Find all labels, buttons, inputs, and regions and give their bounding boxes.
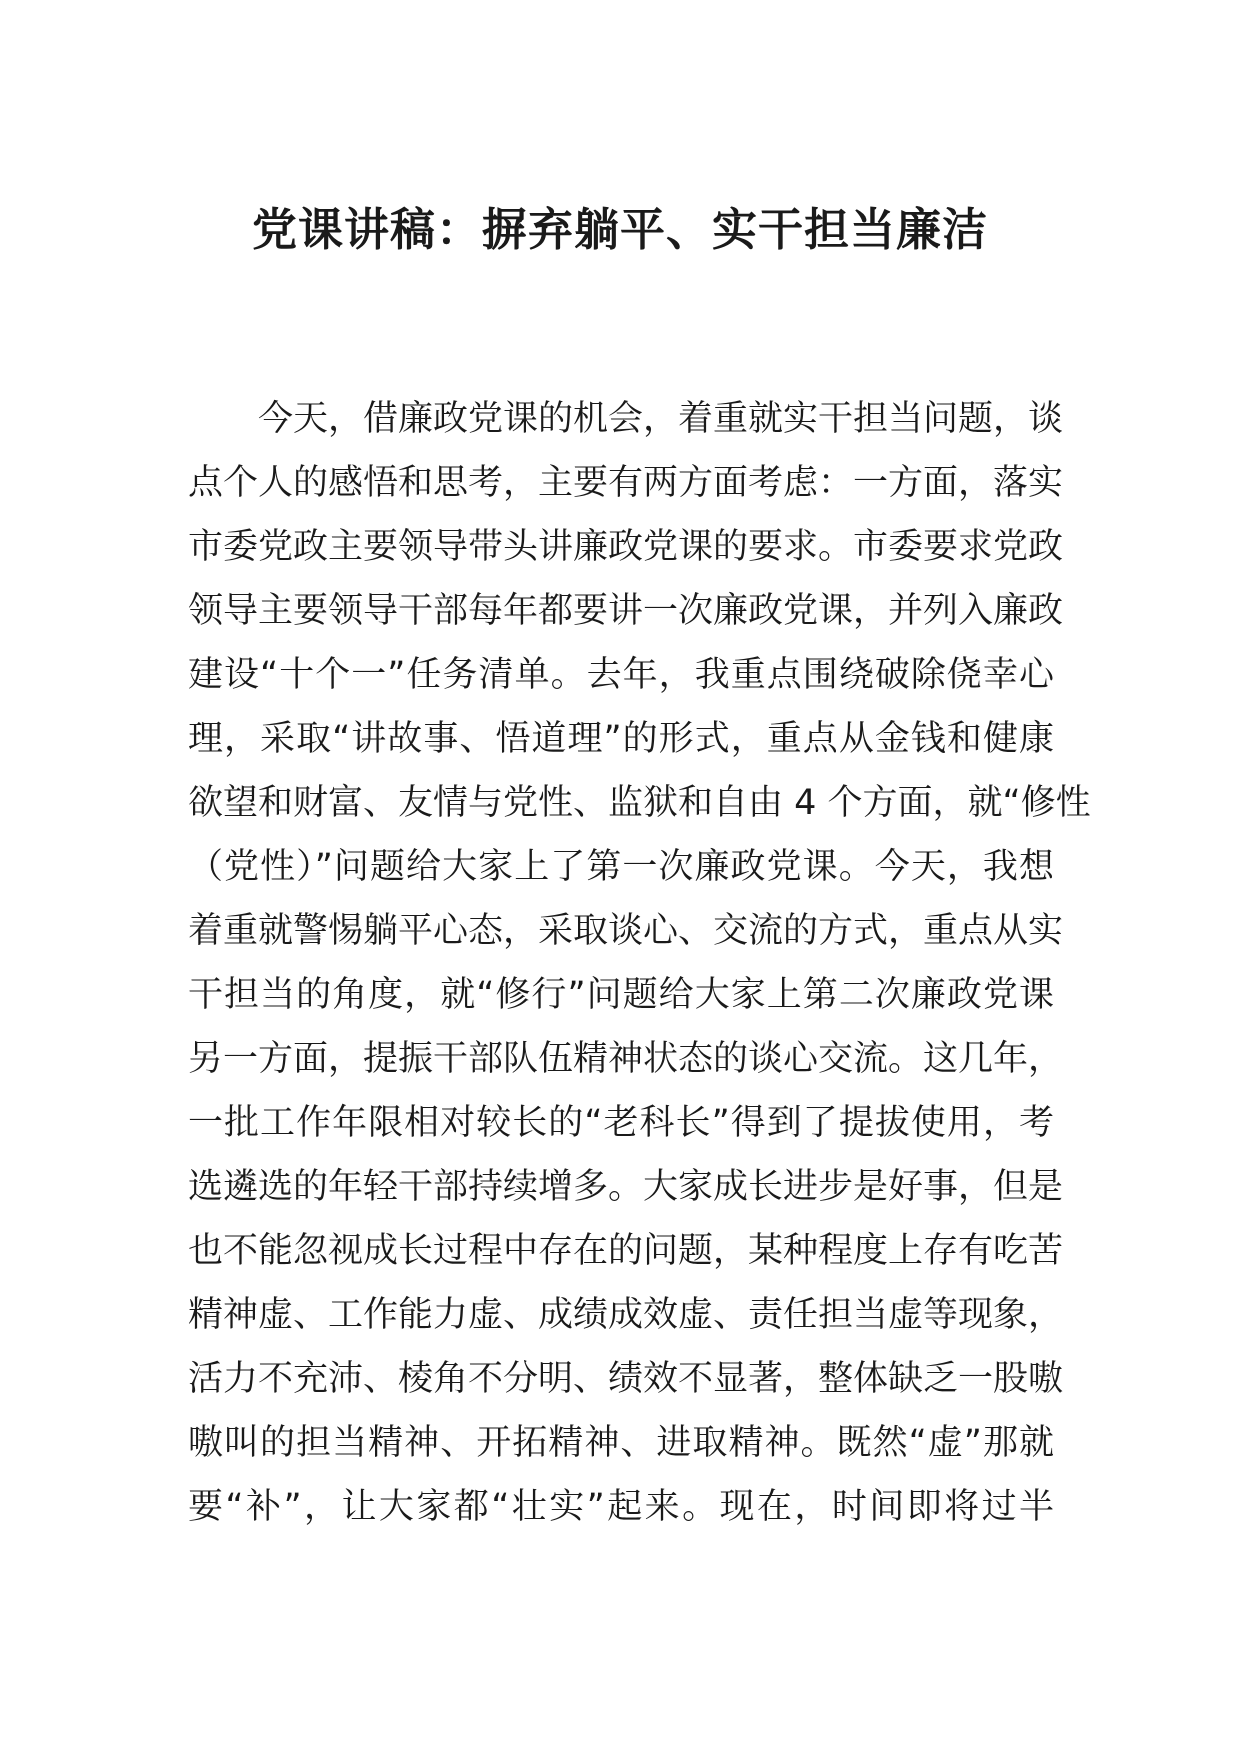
text-line: 活力不充沛、棱角不分明、绩效不显著，整体缺乏一股嗷 [188,1359,1064,1399]
text-line: 市委党政主要领导带头讲廉政党课的要求。市委要求党政 [188,527,1064,567]
text-line: 嗷叫的担当精神、开拓精神、进取精神。既然“虚”那就 [188,1423,1054,1463]
body-text [188,387,1091,1539]
text-line: 选遴选的年轻干部持续增多。大家成长进步是好事，但是 [188,1167,1064,1207]
text-line: 领导主要领导干部每年都要讲一次廉政党课，并列入廉政 [188,591,1064,631]
text-line: 也不能忽视成长过程中存在的问题，某种程度上存有吃苦 [188,1231,1064,1271]
text-line: 要“补”，让大家都“壮实”起来。现在，时间即将过半 [188,1487,1054,1527]
text-line: 理，采取“讲故事、悟道理”的形式，重点从金钱和健康 [188,719,1054,759]
text-line: 干担当的角度，就“修行”问题给大家上第二次廉政党课 [188,975,1054,1015]
text-line: 精神虚、工作能力虚、成绩成效虚、责任担当虚等现象， [188,1295,1064,1335]
document-title: 党课讲稿：摒弃躺平、实干担当廉洁 [251,203,988,256]
text-line: 另一方面，提振干部队伍精神状态的谈心交流。这几年， [188,1039,1064,1079]
text-line: （党性）”问题给大家上了第一次廉政党课。今天，我想 [188,847,1054,887]
text-line: 建设“十个一”任务清单。去年，我重点围绕破除侥幸心 [188,655,1054,695]
text-line: 一批工作年限相对较长的“老科长”得到了提拔使用，考 [188,1103,1054,1143]
text-line: 欲望和财富、友情与党性、监狱和自由 4 个方面，就“修性 [188,783,1091,823]
text-line: 今天，借廉政党课的机会，着重就实干担当问题，谈 [258,399,1064,439]
text-line: 着重就警惕躺平心态，采取谈心、交流的方式，重点从实 [188,911,1064,951]
text-line: 点个人的感悟和思考，主要有两方面考虑：一方面，落实 [188,463,1064,503]
